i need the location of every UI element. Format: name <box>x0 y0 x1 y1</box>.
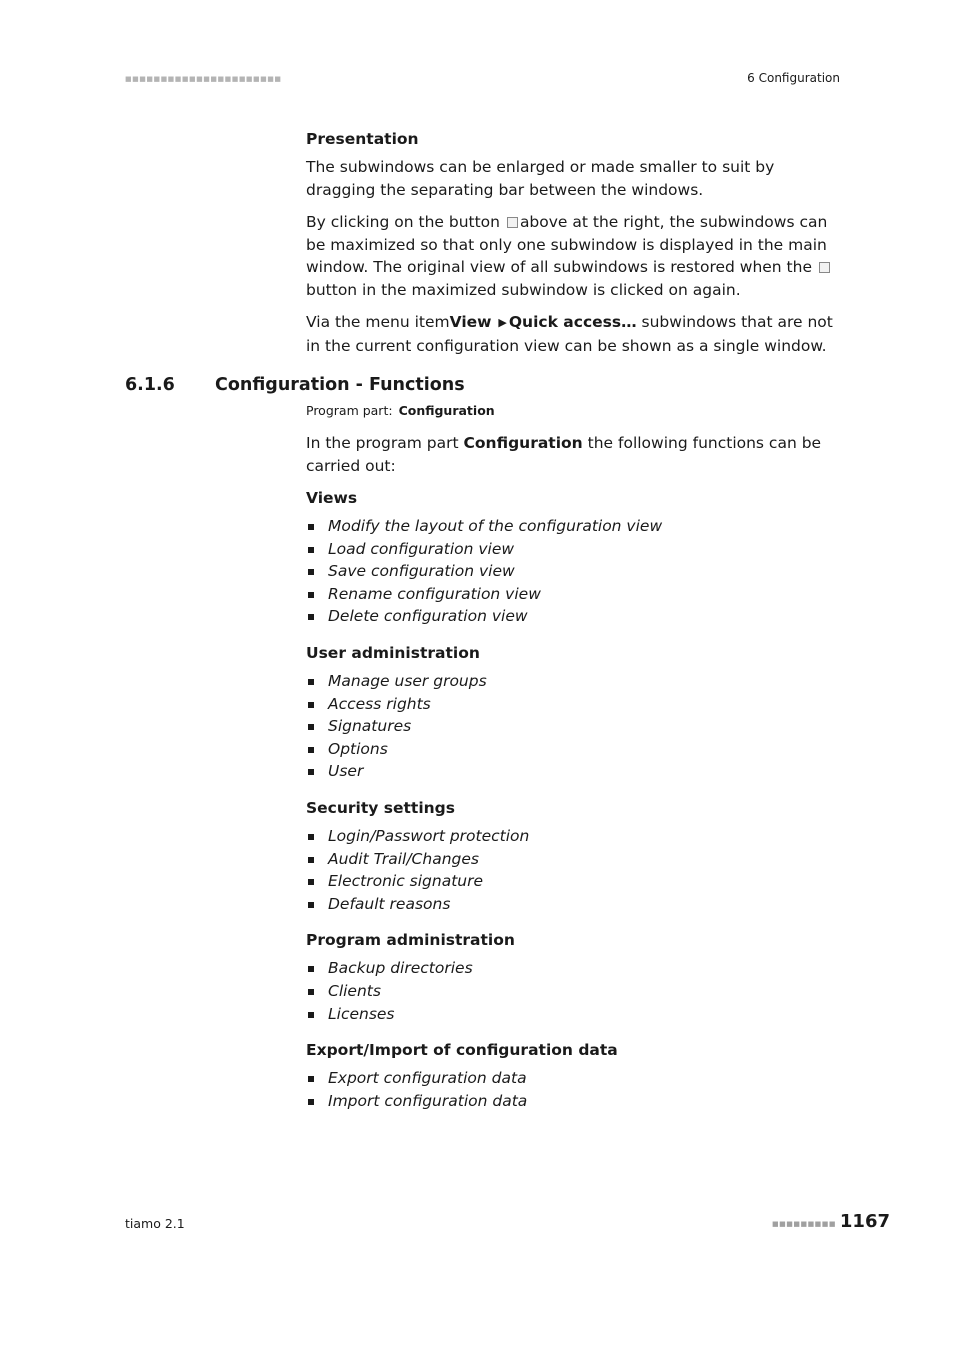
section-intro <box>306 432 846 477</box>
footer-decoration: ■■■■■■■■■ <box>772 1220 837 1228</box>
list-item: Manage user groups <box>306 670 846 693</box>
list-item: Audit Trail/Changes <box>306 848 846 871</box>
para2-text-b: above at the right, the subwindows can be maximized so that only one subwindow is displayed in the main window. The original view of all subwindows is restored when the <box>306 213 828 276</box>
para2-text-c: button in the maximized subwindow is clicked on again. <box>306 280 741 299</box>
functions-block <box>306 402 846 1126</box>
list-item: Options <box>306 738 846 761</box>
list-item: Rename configuration view <box>306 583 846 606</box>
export-import-list <box>306 1067 846 1112</box>
section-heading <box>125 373 465 397</box>
list-item: Access rights <box>306 693 846 716</box>
list-item: Export configuration data <box>306 1067 846 1090</box>
header-decoration: ■■■■■■■■■■■■■■■■■■■■■■ <box>125 75 282 83</box>
maximize-icon <box>507 217 518 228</box>
presentation-heading: Presentation <box>306 130 419 148</box>
list-item: Licenses <box>306 1003 846 1026</box>
page-number: 1167 <box>839 1211 890 1232</box>
group-heading-views: Views <box>306 489 358 507</box>
list-item: Delete configuration view <box>306 605 846 628</box>
section-number: 6.1.6 <box>125 375 175 395</box>
program-part-value: Configuration <box>398 403 495 418</box>
para2-text-a: By clicking on the button <box>306 213 500 231</box>
presentation-para-3 <box>306 311 846 357</box>
list-item: Modify the layout of the configuration view <box>306 515 846 538</box>
maximize-icon <box>819 262 830 273</box>
list-item: Backup directories <box>306 957 846 980</box>
para3-text-a: Via the menu item <box>306 313 450 331</box>
presentation-block <box>306 128 846 367</box>
list-item: Electronic signature <box>306 870 846 893</box>
chapter-title: 6 Configuration <box>747 71 840 85</box>
program-part-label: Program part: <box>306 403 393 418</box>
footer-product: tiamo 2.1 <box>125 1216 185 1231</box>
presentation-para-1: The subwindows can be enlarged or made smaller to suit by dragging the separating bar between the windows. <box>306 158 775 199</box>
list-item: Import configuration data <box>306 1090 846 1113</box>
section-title: Configuration - Functions <box>215 375 465 395</box>
security-settings-list <box>306 825 846 915</box>
views-list <box>306 515 846 628</box>
group-heading-user-administration: User administration <box>306 643 480 662</box>
intro-bold: Configuration <box>463 434 583 452</box>
list-item: Signatures <box>306 715 846 738</box>
list-item: Default reasons <box>306 893 846 916</box>
program-part <box>306 402 846 420</box>
menu-view: View <box>449 313 492 331</box>
list-item: Save configuration view <box>306 560 846 583</box>
menu-arrow-icon: ▶ <box>498 316 507 329</box>
list-item: User <box>306 760 846 783</box>
intro-text-b: the following functions can be carried out: <box>306 434 822 475</box>
group-heading-security-settings: Security settings <box>306 798 455 817</box>
menu-quick-access: Quick access… <box>508 313 637 331</box>
presentation-para-2 <box>306 211 846 301</box>
group-heading-export-import: Export/Import of configuration data <box>306 1041 618 1060</box>
user-administration-list <box>306 670 846 783</box>
group-heading-program-administration: Program administration <box>306 931 515 950</box>
list-item: Clients <box>306 980 846 1003</box>
para3-text-b: subwindows that are not in the current configuration view can be shown as a single window. <box>306 313 833 355</box>
list-item: Load configuration view <box>306 538 846 561</box>
list-item: Login/Passwort protection <box>306 825 846 848</box>
program-administration-list <box>306 957 846 1025</box>
intro-text-a: In the program part <box>306 434 459 452</box>
